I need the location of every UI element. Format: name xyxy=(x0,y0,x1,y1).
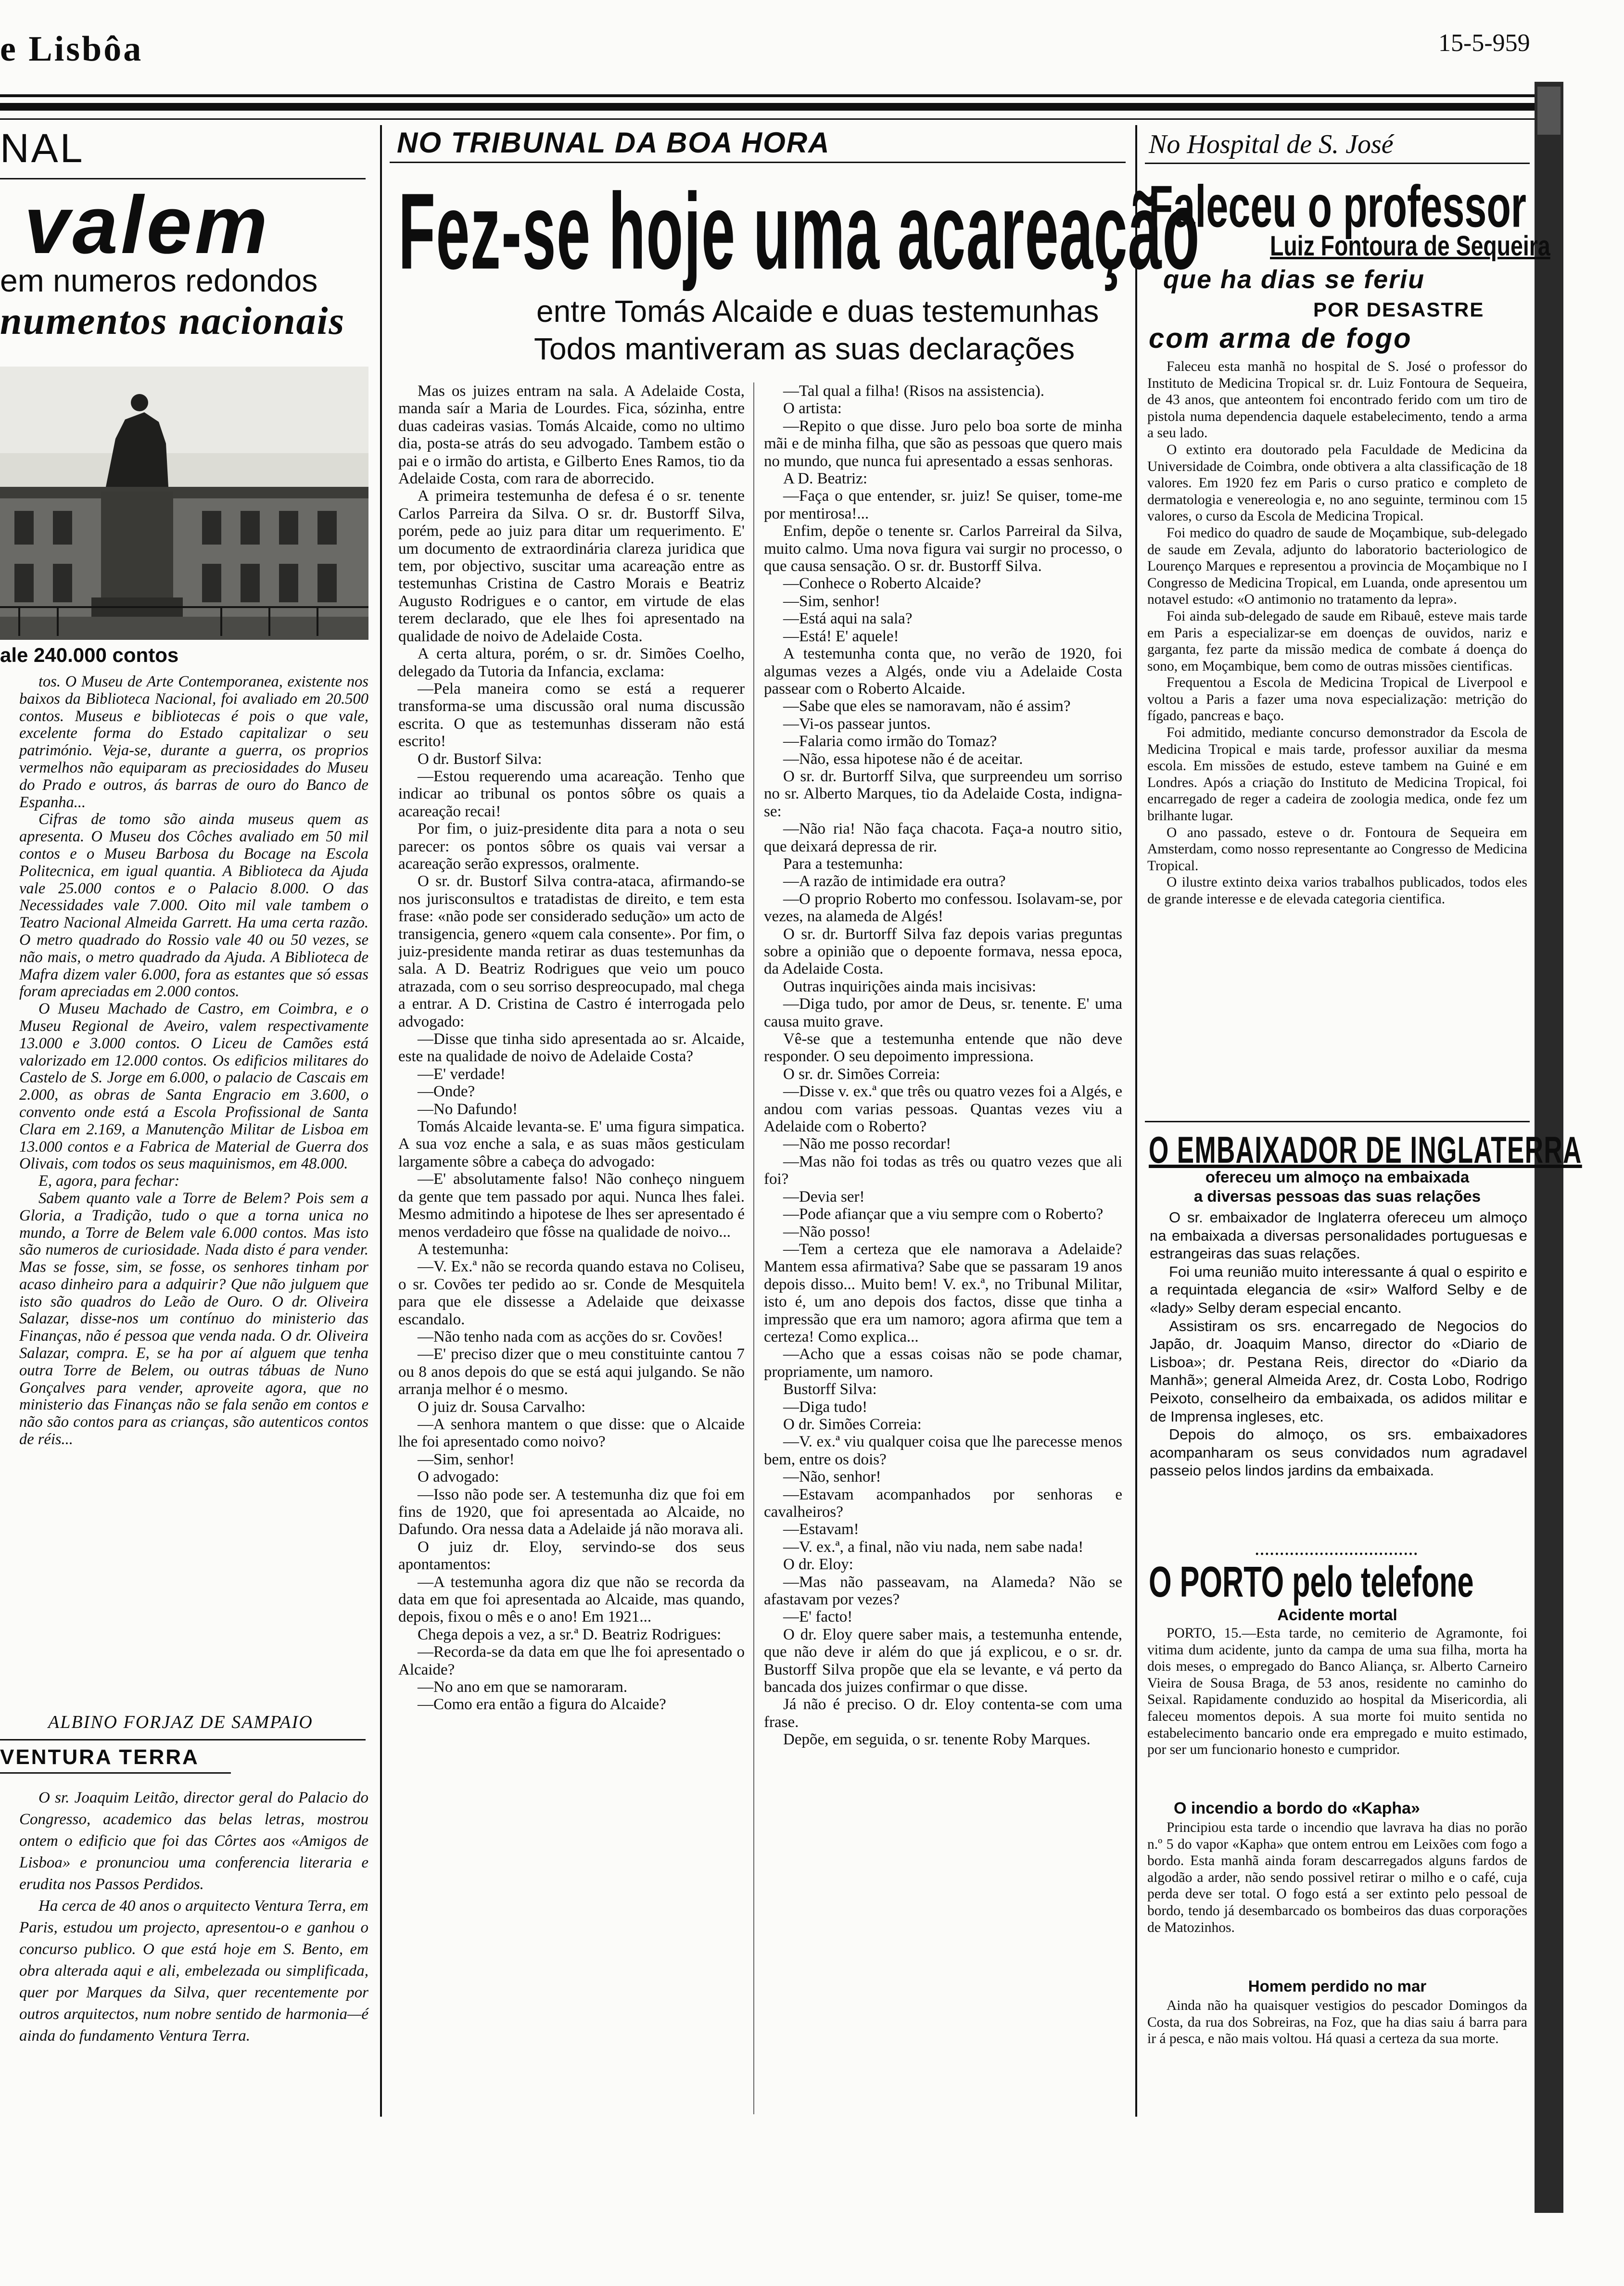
middle-deck-2: Todos mantiveram as suas declarações xyxy=(534,331,1075,366)
right-kicker-rule xyxy=(1145,163,1530,164)
middle-paragraph: —Disse v. ex.ª que três ou quatro vezes foi a Algés, e andou com varias pessoas. Quantas vezes viu a Adelaide com o Roberto? xyxy=(764,1083,1122,1136)
middle-paragraph: —A razão de intimidade era outra? xyxy=(783,873,1006,890)
left-paragraph: tos. O Museu de Arte Contemporanea, existente nos baixos da Biblioteca Nacional, foi avaliado em 20.500 contos. Museus e bibliotecas é pois o que vale, excelente forma do Estado capitalizar o seu património. Veja-se, durante a guerra, os proprios vermelhos não equiparam as preciosidades do Museu do Prado e outros, ás barras de ouro do Banco de Espanha... xyxy=(19,673,368,811)
ventura-paragraph: Ha cerca de 40 anos o arquitecto Ventura Terra, em Paris, estudou um projecto, apresentou-o e ganhou o concurso publico. O que está hoje em S. Bento, em obra alterada aqui e ali, embelezada ou simplificada, quer por Marques da Silva, quer recentemente por outros arquitectos, num nobre sentido de harmonia—é ainda do fundamento Ventura Terra. xyxy=(19,1897,368,2045)
middle-paragraph: —E' facto! xyxy=(783,1608,853,1626)
middle-paragraph: —E' verdade! xyxy=(418,1065,506,1083)
right-paragraph: Foi admitido, mediante concurso demonstrador da Escola de Medicina Tropical e mais tarde, professor auxiliar da mesma escola. Em missões de estudo, esteve tambem na Guiné e em Londres. Após a criação do Instituto de Medicina Tropical, foi encarregado de reger a cadeira de zoologia medica, onde fez um brilhante lugar. xyxy=(1147,725,1527,824)
homem-body xyxy=(1147,1997,1527,2047)
middle-paragraph: —Recorda-se da data em que lhe foi apresentado o Alcaide? xyxy=(398,1643,745,1678)
middle-paragraph: —Disse que tinha sido apresentada ao sr. Alcaide, este na qualidade de noivo de Adelaide Costa? xyxy=(398,1030,745,1066)
middle-paragraph: —Sim, senhor! xyxy=(418,1450,515,1468)
middle-paragraph: O sr. dr. Simões Correia: xyxy=(783,1065,940,1083)
middle-paragraph: —Onde? xyxy=(418,1083,475,1101)
left-paragraph: E, agora, para fechar: xyxy=(38,1172,180,1190)
middle-paragraph: —Não posso! xyxy=(783,1223,871,1241)
embaixador-title: O EMBAIXADOR DE INGLATERRA xyxy=(1149,1129,1582,1171)
middle-paragraph: O juiz dr. Sousa Carvalho: xyxy=(418,1398,586,1416)
porto-paragraph: PORTO, 15.—Esta tarde, no cemiterio de Agramonte, foi vitima dum acidente, junto da campa de uma sua filha, morta ha dois meses, o empregado do Banco Aliança, sr. Alberto Carneiro Vieira de Sousa Braga, de 53 anos, residente no caminho do Seixal. Rapidamente conduzido ao hospital da Misericordia, ali faleceu momentos depois. A sua morte foi muito sentida no estabelecimento bancario onde era empregado e muito estimado, por ser um funcionario honesto e cumpridor. xyxy=(1147,1626,1527,1758)
middle-paragraph: —Não ria! Não faça chacota. Faça-a noutro sitio, que deixará depressa de rir. xyxy=(764,820,1122,855)
page-edge-mark xyxy=(1537,87,1561,135)
middle-paragraph: —V. ex.ª, a final, não viu nada, nem sabe nada! xyxy=(783,1538,1084,1556)
middle-headline: Fez-se hoje uma acareação xyxy=(398,171,1200,292)
kapha-title: O incendio a bordo do «Kapha» xyxy=(1174,1799,1420,1817)
homem-title: Homem perdido no mar xyxy=(1248,1977,1427,1995)
masthead-rule-thin xyxy=(0,118,1535,120)
kapha-body xyxy=(1147,1819,1527,1936)
middle-paragraph: O sr. dr. Burtorff Silva, que surpreendeu um sorriso no sr. Alberto Marques, tio da Adelaide Costa, indigna-se: xyxy=(764,767,1122,820)
left-signature: ALBINO FORJAZ DE SAMPAIO xyxy=(48,1712,313,1732)
middle-kicker-rule xyxy=(390,162,1126,163)
middle-paragraph: —Vi-os passear juntos. xyxy=(783,715,931,733)
middle-paragraph: O advogado: xyxy=(418,1468,499,1486)
right-deck-3: com arma de fogo xyxy=(1149,323,1412,354)
middle-paragraph: —Diga tudo! xyxy=(783,1398,868,1416)
right-name: Luiz Fontoura de Sequeira xyxy=(1270,230,1550,262)
masthead-date: 15-5-959 xyxy=(1438,29,1530,57)
embaixador-paragraph: Assistiram os srs. encarregado de Negocios do Japão, dr. Joaquim Manso, director do «Diario de Lisboa»; dr. Pestana Reis, director do «Diario da Manhã»; general Almeida Arez, dr. Costa Lobo, Rodrigo Peixoto, conselheiro da embaixada, os adidos militar e de Imprensa ingleses, etc. xyxy=(1150,1317,1527,1425)
middle-paragraph: Mas os juizes entram na sala. A Adelaide Costa, manda saír a Maria de Lourdes. Fica, sózinha, entre duas cadeiras vasias. Tomás Alcaide, como no ultimo dia, posta-se atrás do seu advogado. Tambem estão o pai e o irmão do artista, e Gilberto Enes Ramos, tio da Adelaide Costa, com rara de aborrecido. xyxy=(398,382,745,488)
middle-deck-1: entre Tomás Alcaide e duas testemunhas xyxy=(536,294,1099,329)
middle-paragraph: O sr. dr. Bustorf Silva contra-ataca, afirmando-se nos jurisconsultos e tratadistas de direito, e tem esta frase: «não pode ser considerado sedução» um acto de transigencia, genero «quem cala consente». Por fim, o juiz-presidente manda retirar as duas testemunhas da sala. A D. Beatriz Rodrigues que veio um pouco atrazada, com o seu sorriso despreocupado, mal chega a entrar. A D. Cristina de Castro é interrogada pelo advogado: xyxy=(398,873,745,1030)
middle-paragraph: Por fim, o juiz-presidente dita para a nota o seu parecer: os pontos sôbre os quais vai versar a acareação serão expressos, oralmente. xyxy=(398,820,745,873)
middle-paragraph: —Pode afiançar que a viu sempre com o Roberto? xyxy=(783,1206,1104,1223)
middle-paragraph: O sr. dr. Burtorff Silva faz depois varias preguntas sobre a opinião que o depoente formava, nessa epoca, da Adelaide Costa. xyxy=(764,925,1122,978)
middle-paragraph: —Mas não passeavam, na Alameda? Não se afastavam por vezes? xyxy=(764,1573,1122,1609)
middle-paragraph: O dr. Simões Correia: xyxy=(783,1415,922,1433)
middle-paragraph: —Falaria como irmão do Tomaz? xyxy=(783,733,997,750)
middle-paragraph: —Não tenho nada com as acções do sr. Covões! xyxy=(418,1328,723,1346)
ventura-body xyxy=(19,1787,368,2047)
monument-photo-illustration xyxy=(0,367,368,640)
middle-paragraph: —Devia ser! xyxy=(783,1188,865,1206)
middle-paragraph: —Faça o que entender, sr. juiz! Se quiser, tome-me por mentirosa!... xyxy=(764,487,1122,522)
porto-sub: Acidente mortal xyxy=(1277,1606,1397,1624)
middle-paragraph: Enfim, depõe o tenente sr. Carlos Parreiral da Silva, muito calmo. Uma nova figura vai surgir no processo, o que causa sensação. O sr. dr. Bustorff Silva. xyxy=(764,522,1122,575)
right-paragraph: Foi ainda sub-delegado de saude em Ribauê, esteve mais tarde em Paris a especializar-se em doenças de ouvidos, nariz e garganta, fez parte da missão medica de combate á doença do sono, em Moçambique, bem como de outras missões cientificas. xyxy=(1147,608,1527,674)
middle-paragraph: A D. Beatriz: xyxy=(783,470,868,488)
right-paragraph: O ilustre extinto deixa varios trabalhos publicados, todos eles de grande interesse e de elevada categoria cientifica. xyxy=(1147,875,1527,907)
left-subtitle-1: em numeros redondos xyxy=(0,263,318,298)
middle-paragraph: —Sabe que eles se namoravam, não é assim? xyxy=(783,698,1071,715)
middle-paragraph: O dr. Bustorf Silva: xyxy=(418,750,542,768)
right-paragraph: O extinto era doutorado pela Faculdade de Medicina da Universidade de Coimbra, onde obtivera a alta classificação de 18 valores. Em 1920 fez em Paris o curso pratico e completo de dermatologia e venereologia e, no ano seguinte, terminou com 15 valores, o curso da Escola de Medicina Tropical. xyxy=(1147,442,1527,524)
middle-paragraph: —Repito o que disse. Juro pelo boa sorte de minha mãi e de minha filha, que são as pessoas que quero mais no mundo, que nunca fui apresentado a essas senhoras. xyxy=(764,417,1122,470)
ventura-title-rule xyxy=(0,1772,231,1774)
middle-column-1 xyxy=(398,382,745,1714)
embaixador-sub-1: ofereceu um almoço na embaixada xyxy=(1205,1168,1470,1186)
left-signature-rule xyxy=(0,1739,366,1740)
middle-paragraph: O dr. Eloy quere saber mais, a testemunha entende, que não deve ir além do que já explicou, e o sr. dr. Bustorff Silva propõe que ela se levante, e vá perto da bancada dos juizes confirmar o que disse. xyxy=(764,1626,1122,1696)
middle-paragraph: —Acho que a essas coisas não se pode chamar, propriamente, um namoro. xyxy=(764,1346,1122,1381)
middle-paragraph: O dr. Eloy: xyxy=(783,1556,853,1574)
middle-paragraph: A primeira testemunha de defesa é o sr. tenente Carlos Parreira da Silva. O sr. dr. Bustorff Silva, porém, pede ao juiz para ditar um requerimento. E' um documento de extraordinária clareza juridica que tem, por objectivo, suscitar uma acareação entre as testemunhas Cristina de Castro Morais e Beatriz Augusto Rodrigues e o cantor, em virtude de elas terem declarado, que ele lhes foi apresentado na qualidade de noivo de Adelaide Costa. xyxy=(398,487,745,645)
middle-paragraph: —Tal qual a filha! (Risos na assistencia). xyxy=(783,382,1044,400)
masthead-rule-top xyxy=(0,94,1535,97)
masthead-paper-name: e Lisbôa xyxy=(0,29,143,69)
left-paragraph: O Museu Machado de Castro, em Coimbra, e o Museu Regional de Aveiro, valem respectivamente 13.000 e 3.000 contos. O Liceu de Camões está valorizado em 12.000 contos. Os edificios militares do Castelo de S. Jorge em 6.000, o palacio de Cascais em 2.000, as obras de Santa Engracio em 3.600, o convento onde está a Escola Profissional de Santa Clara em 2.169, a Manutenção Militar de Lisboa em 13.000 contos e a Fabrica de Material de Guerra dos Olivais, com todos os seus maquinismos, em 48.000. xyxy=(19,1000,368,1173)
middle-paragraph: Vê-se que a testemunha entende que não deve responder. O seu depoimento impressiona. xyxy=(764,1030,1122,1066)
homem-paragraph: Ainda não ha quaisquer vestigios do pescador Domingos da Costa, da rua dos Sobreiras, na Foz, que ha dias saiu á barra para ir á pesca, e não mais voltou. Há quasi a certeza da sua morte. xyxy=(1147,1998,1527,2047)
middle-paragraph: —E' preciso dizer que o meu constituinte cantou 7 ou 8 anos depois do que se está aqui julgando. Se não arranja melhor é o mesmo. xyxy=(398,1346,745,1398)
left-headline: valem xyxy=(24,179,271,271)
porto-title: O PORTO pelo telefone xyxy=(1149,1558,1474,1606)
middle-paragraph: —A testemunha agora diz que não se recorda da data em que foi apresentada ao Alcaide, mas quando, depois, fixou o mês e o ano! Em 1921... xyxy=(398,1573,745,1626)
left-paragraph: Sabem quanto vale a Torre de Belem? Pois sem a Gloria, a Tradição, tudo o que a torna unica no mundo, a Torre de Belem vale 6.000 contos. Mas isto são numeros de curiosidade. Nada disto é para vender. Mas se fosse, sim, se fosse, os senhores tinham por acaso dinheiro para a adquirir? Que não julguem que isto são quadros do Leão de Ouro. O dr. Oliveira Salazar, disse-nos um contínuo do ministerio das Finanças, não é pessoa que venda nada. O dr. Oliveira Salazar, compra. E, se ha por aí alguem que tenha outra Torre de Belem, ou outras tábuas de Nuno Gonçalves para vender, aproveite agora, que no ministerio das Finanças não se fala senão em contos e não são contos para as crianças, são autenticos contos de réis... xyxy=(19,1189,368,1448)
right-paragraph: Frequentou a Escola de Medicina Tropical de Liverpool e voltou a Paris a fazer uma nova especialização: metrição do fígado, pancreas e baço. xyxy=(1147,675,1527,724)
middle-paragraph: —Estou requerendo uma acareação. Tenho que indicar ao tribunal os pontos sôbre os quais a acareação recai! xyxy=(398,767,745,820)
right-deck-1: que ha dias se feriu xyxy=(1163,265,1425,294)
middle-paragraph: O artista: xyxy=(783,400,842,418)
middle-paragraph: Já não é preciso. O dr. Eloy contenta-se com uma frase. xyxy=(764,1696,1122,1731)
middle-column-2 xyxy=(764,382,1122,1749)
middle-paragraph: A testemunha: xyxy=(418,1240,509,1258)
middle-paragraph: —Mas não foi todas as três ou quatro vezes que ali foi? xyxy=(764,1153,1122,1188)
middle-paragraph: —No Dafundo! xyxy=(418,1100,518,1118)
middle-paragraph: —Conhece o Roberto Alcaide? xyxy=(783,575,981,593)
middle-paragraph: O juiz dr. Eloy, servindo-se dos seus apontamentos: xyxy=(398,1538,745,1574)
middle-paragraph: A testemunha conta que, no verão de 1920, foi algumas vezes a Algés, onde viu a Adelaide Costa passear com o Roberto Alcaide. xyxy=(764,645,1122,698)
middle-paragraph: Chega depois a vez, a sr.ª D. Beatriz Rodrigues: xyxy=(418,1626,722,1643)
middle-paragraph: —V. ex.ª viu qualquer coisa que lhe parecesse menos bem, entre os dois? xyxy=(764,1433,1122,1468)
middle-paragraph: Outras inquirições ainda mais incisivas: xyxy=(783,978,1037,995)
middle-paragraph: Depõe, em seguida, o sr. tenente Roby Marques. xyxy=(783,1731,1091,1749)
kapha-paragraph: Principiou esta tarde o incendio que lavrava ha dias no porão n.º 5 do vapor «Kapha» que ontem entrou em Leixões com fogo a bordo. Esta manhã ainda foram descarregados alguns fardos de algodão a arder, não sendo possivel retirar o milho e o café, cuja perda deve ser total. O fogo está a ser extinto pelo pessoal de bordo, tendo já desembarcado os bombeiros das duas corporações de Matozinhos. xyxy=(1147,1820,1527,1935)
right-paragraph: Faleceu esta manhã no hospital de S. José o professor do Instituto de Medicina Tropical sr. dr. Luiz Fontoura de Sequeira, de 43 anos, que anteontem foi encontrado ferido com um tiro de pistola numa dependencia daquele estabelecimento, tendo a arma a seu lado. xyxy=(1147,359,1527,441)
right-article-body xyxy=(1147,358,1527,908)
column-divider-1 xyxy=(380,125,382,2117)
porto-body xyxy=(1147,1625,1527,1758)
embaixador-paragraph: Depois do almoço, os srs. embaixadores acompanharam os seus convidados num agradavel passeio pelos lindos jardins da embaixada. xyxy=(1150,1426,1527,1479)
middle-paragraph: —E' absolutamente falso! Não conheço ninguem da gente que tem passado por aqui. Nunca lhes falei. Mesmo admitindo a hipotese de lhes ser apresentado é menos verdadeiro que fôsse na qualidade de noivo... xyxy=(398,1170,745,1241)
left-article-body xyxy=(19,673,368,1448)
left-section-fragment: NAL xyxy=(0,126,85,171)
column-divider-2 xyxy=(1135,125,1137,2117)
ventura-title: VENTURA TERRA xyxy=(0,1745,199,1769)
photo-caption: ale 240.000 contos xyxy=(0,644,179,666)
right-paragraph: O ano passado, esteve o dr. Fontoura de Sequeira em Amsterdam, como nosso representante ao Congresso de Medicina Tropical. xyxy=(1147,825,1527,874)
middle-paragraph: —Tem a certeza que ele namorava a Adelaide? Mantem essa afirmativa? Sabe que se passaram 19 anos depois disso... Muito bem! V. ex.ª, no Tribunal Militar, isto é, um ano depois dos factos, disse que tinha a impressão que era um namoro; agora afirma que tem a certeza! Como explica... xyxy=(764,1240,1122,1346)
middle-paragraph: —Não me posso recordar! xyxy=(783,1135,952,1153)
middle-paragraph: Tomás Alcaide levanta-se. E' uma figura simpatica. A sua voz enche a sala, e as suas mãos gesticulam largamente sôbre a cabeça do advogado: xyxy=(398,1118,745,1170)
middle-paragraph: —No ano em que se namoraram. xyxy=(418,1678,628,1696)
embaixador-top-rule xyxy=(1145,1121,1530,1122)
middle-inner-divider xyxy=(753,382,754,2114)
masthead-rule-bottom xyxy=(0,103,1535,111)
middle-paragraph: Para a testemunha: xyxy=(783,855,903,873)
middle-paragraph: A certa altura, porém, o sr. dr. Simões Coelho, delegado da Tutoria da Infancia, exclama: xyxy=(398,645,745,680)
middle-paragraph: —Estavam! xyxy=(783,1521,859,1538)
middle-paragraph: —Estavam acompanhados por senhoras e cavalheiros? xyxy=(764,1486,1122,1521)
embaixador-sub-2: a diversas pessoas das suas relações xyxy=(1193,1187,1481,1205)
separator-ornament: ••••••••••••••••••••••••••••••••• xyxy=(1256,1549,1419,1559)
middle-paragraph: —V. Ex.ª não se recorda quando estava no Coliseu, o sr. Covões ter pedido ao sr. Conde de Mesquitela para que ele dissesse a Adelaide que deixasse escandalo. xyxy=(398,1258,745,1328)
middle-paragraph: —Não, senhor! xyxy=(783,1468,881,1486)
embaixador-paragraph: Foi uma reunião muito interessante á qual o espirito e a requintada elegancia de «sir» Walford Selby e de «lady» Selby deram especial encanto. xyxy=(1150,1263,1527,1316)
middle-paragraph: —Pela maneira como se está a requerer transforma-se uma discussão oral numa discussão escrita. O que as testemunhas disseram não está escrito! xyxy=(398,680,745,750)
left-paragraph: Cifras de tomo são ainda museus quem as apresenta. O Museu dos Côches avaliado em 50 mil contos e o Museu Barbosa du Bocage na Escola Politecnica, em igual quantia. A Biblioteca da Ajuda vale 25.000 contos e o Palacio 8.000. O das Necessidades vale 7.000. Oito mil vale tambem o Teatro Nacional Almeida Garrett. Ha uma certa razão. O metro quadrado do Rossio vale 40 ou 50 vezes, se não mais, o metro quadrado da Ajuda. A Biblioteca de Mafra dizem valer 6.000, fora as estantes que só essas foram apreciadas em 2.000 contos. xyxy=(19,811,368,1001)
middle-paragraph: —Diga tudo, por amor de Deus, sr. tenente. E' uma causa muito grave. xyxy=(764,995,1122,1030)
right-kicker: No Hospital de S. José xyxy=(1149,129,1394,159)
middle-paragraph: —Sim, senhor! xyxy=(783,592,880,610)
middle-paragraph: —Está aqui na sala? xyxy=(783,610,913,628)
left-subtitle-2: numentos nacionais xyxy=(0,299,345,343)
middle-paragraph: —Como era então a figura do Alcaide? xyxy=(418,1696,666,1714)
middle-paragraph: —A senhora mantem o que disse: que o Alcaide lhe foi apresentado como noivo? xyxy=(398,1415,745,1451)
middle-paragraph: Bustorff Silva: xyxy=(783,1381,877,1398)
right-deck-2: POR DESASTRE xyxy=(1313,298,1484,321)
embaixador-body xyxy=(1150,1208,1527,1480)
right-paragraph: Foi medico do quadro de saude de Moçambique, sub-delegado de saude em Zevala, adjunto do laboratorio bacteriologico de Lourenço Marques e representou a provincia de Moçambique no I Congresso de Medicina Tropical, em Luanda, onde apresentou um notavel estudo: «O antimonio no tratamento da lepra». xyxy=(1147,525,1527,608)
middle-paragraph: —O proprio Roberto mo confessou. Isolavam-se, por vezes, na alameda de Algés! xyxy=(764,890,1122,926)
monument-photo xyxy=(0,367,368,640)
embaixador-paragraph: O sr. embaixador de Inglaterra ofereceu um almoço na embaixada a diversas personalidades portuguesas e estrangeiras das suas relações. xyxy=(1150,1209,1527,1262)
ventura-paragraph: O sr. Joaquim Leitão, director geral do Palacio do Congresso, academico das belas letras, mostrou ontem o edificio que foi das Côrtes aos «Amigos de Lisboa» e pronunciou uma conferencia literaria e erudita nos Passos Perdidos. xyxy=(19,1789,368,1893)
middle-paragraph: —Não, essa hipotese não é de aceitar. xyxy=(783,750,1023,768)
middle-kicker: NO TRIBUNAL DA BOA HORA xyxy=(397,127,830,159)
middle-paragraph: —Está! E' aquele! xyxy=(783,627,899,645)
middle-paragraph: —Isso não pode ser. A testemunha diz que foi em fins de 1920, que foi apresentada ao Alcaide, no Dafundo. Ora nessa data a Adelaide já não morava ali. xyxy=(398,1486,745,1538)
right-headline: Faleceu o professor xyxy=(1149,173,1526,240)
